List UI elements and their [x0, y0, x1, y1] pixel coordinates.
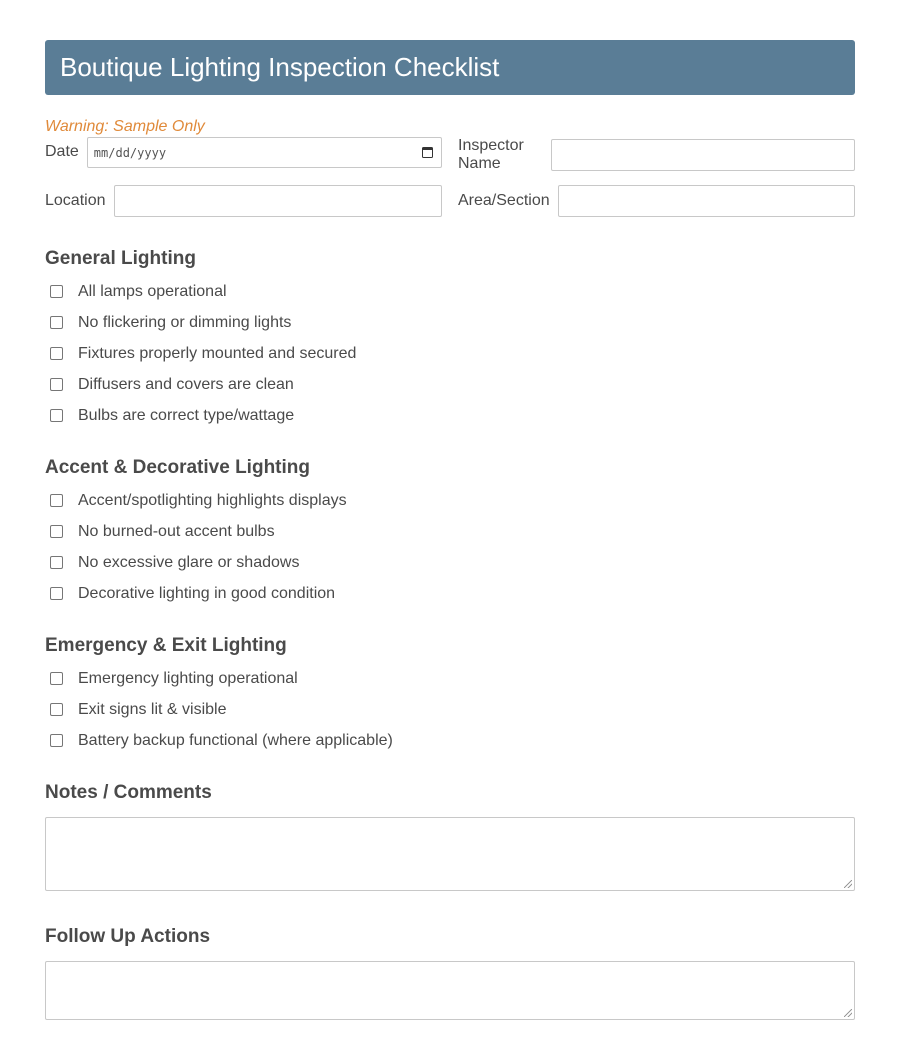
checklist-item[interactable]: Exit signs lit & visible — [45, 694, 393, 725]
area-section-field-group — [458, 185, 855, 217]
checkbox[interactable] — [50, 316, 63, 329]
checklist-item[interactable]: Decorative lighting in good condition — [45, 578, 347, 609]
section-title-accent-lighting: Accent & Decorative Lighting — [45, 457, 310, 478]
checklist-emergency-lighting — [45, 663, 393, 756]
area-section-input[interactable] — [558, 185, 855, 217]
date-label: Date — [45, 143, 79, 160]
checkbox[interactable] — [50, 525, 63, 538]
location-label: Location — [45, 192, 106, 209]
checklist-item[interactable]: No excessive glare or shadows — [45, 547, 347, 578]
page-title: Boutique Lighting Inspection Checklist — [60, 52, 500, 82]
checkbox[interactable] — [50, 734, 63, 747]
inspection-form — [45, 40, 855, 947]
checkbox[interactable] — [50, 587, 63, 600]
checkbox[interactable] — [50, 703, 63, 716]
location-field-group — [45, 185, 442, 217]
checkbox[interactable] — [50, 409, 63, 422]
checklist-item[interactable]: Emergency lighting operational — [45, 663, 393, 694]
notes-title: Notes / Comments — [45, 782, 212, 803]
resize-handle-icon[interactable] — [844, 880, 852, 888]
checkbox[interactable] — [50, 556, 63, 569]
checkbox[interactable] — [50, 285, 63, 298]
checklist-item[interactable]: Diffusers and covers are clean — [45, 369, 356, 400]
form-row-2 — [45, 185, 855, 217]
checklist-item[interactable]: Fixtures properly mounted and secured — [45, 338, 356, 369]
section-title-emergency-lighting: Emergency & Exit Lighting — [45, 635, 287, 656]
checkbox[interactable] — [50, 347, 63, 360]
checklist-item[interactable]: Battery backup functional (where applicable) — [45, 725, 393, 756]
checklist-item[interactable]: No flickering or dimming lights — [45, 307, 356, 338]
checklist-item[interactable]: Accent/spotlighting highlights displays — [45, 485, 347, 516]
checklist-general-lighting — [45, 276, 356, 431]
checkbox[interactable] — [50, 378, 63, 391]
calendar-icon[interactable] — [422, 147, 433, 158]
notes-textarea[interactable] — [45, 817, 855, 891]
inspector-name-label: Inspector Name — [458, 137, 524, 172]
resize-handle-icon[interactable] — [844, 1009, 852, 1017]
inspector-name-field-group — [458, 137, 855, 173]
section-title-general-lighting: General Lighting — [45, 248, 196, 269]
date-placeholder: mm/dd/yyyy — [93, 145, 167, 160]
date-input[interactable] — [87, 137, 442, 168]
checkbox[interactable] — [50, 672, 63, 685]
form-row-1 — [45, 137, 855, 173]
checklist-accent-lighting — [45, 485, 347, 609]
checklist-item[interactable]: Bulbs are correct type/wattage — [45, 400, 356, 431]
follow-up-textarea[interactable] — [45, 961, 855, 1020]
inspector-name-input[interactable] — [551, 139, 855, 171]
date-field-group — [45, 137, 442, 173]
follow-up-title: Follow Up Actions — [45, 926, 211, 947]
checkbox[interactable] — [50, 494, 63, 507]
checklist-item[interactable]: No burned-out accent bulbs — [45, 516, 347, 547]
area-section-label: Area/Section — [458, 192, 550, 209]
form-header — [45, 40, 855, 95]
location-input[interactable] — [114, 185, 443, 217]
checklist-item[interactable]: All lamps operational — [45, 276, 356, 307]
warning-text: Warning: Sample Only — [45, 118, 205, 135]
